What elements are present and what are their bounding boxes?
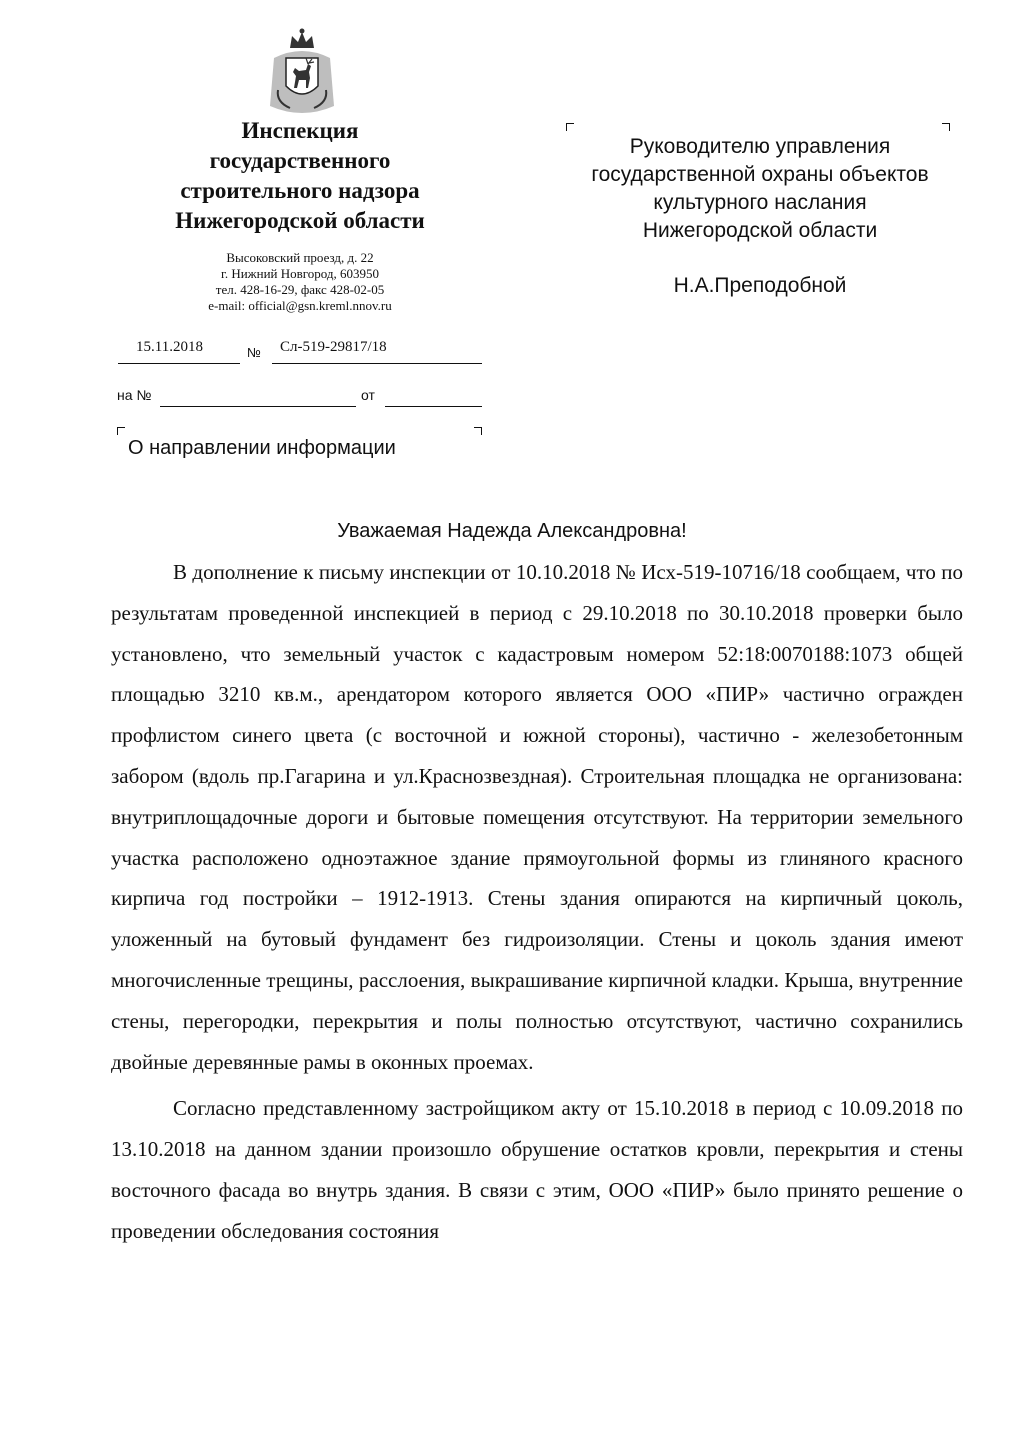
body-paragraph: В дополнение к письму инспекции от 10.10.2018 № Исх-519-10716/18 сообщаем, что по результатам проведенной инспекцией в период с 29.10.2018 по 30.10.2018 проверки было установлено, что земельный участок с кадастровым номером 52:18:0070188:1073 общей площадью 3210 кв.м., арендатором которого является ООО «ПИР» частично огражден профлистом синего цвета (с восточной и южной стороны), частично - железобетонным забором (вдоль пр.Гагарина и ул.Краснозвездная). Строительная площадка не организована: внутриплощадочные дороги и бытовые помещения отсутствуют. На территории земельного участка расположено одноэтажное здание прямоугольной формы из глиняного красного кирпича год постройки – 1912-1913. Стены здания опираются на кирпичный цоколь, уложенный на бутовый фундамент без гидроизоляции. Стены и цоколь здания имеют многочисленные трещины, расслоения, выкрашивание кирпичной кладки. Крыша, внутренние стены, перегородки, перекрытия и полы полностью отсутствуют, частично сохранились двойные деревянные рамы в оконных проемах.: [111, 560, 963, 1074]
reply-from-date-field: [385, 388, 482, 407]
sender-org-line: Инспекция: [241, 118, 359, 143]
coat-of-arms-icon: [268, 28, 336, 118]
registration-number: Сл-519-29817/18: [280, 339, 387, 355]
registration-date: 15.11.2018: [136, 339, 203, 355]
sender-org-line: Нижегородской области: [175, 208, 425, 233]
corner-mark: [474, 427, 482, 435]
greeting: Уважаемая Надежда Александровна!: [337, 520, 687, 542]
reply-from-label: от: [361, 387, 375, 403]
corner-mark: [566, 123, 574, 131]
registration-number-field: [272, 337, 482, 364]
address-line: тел. 428-16-29, факс 428-02-05: [215, 282, 385, 297]
address-line: г. Нижний Новгород, 603950: [220, 266, 380, 281]
reply-to-number-field: [160, 388, 356, 407]
sender-org-name: [110, 116, 490, 236]
recipient-name: Н.А.Преподобной: [673, 274, 847, 297]
recipient-block: [560, 133, 960, 300]
recipient-line: Руководителю управления: [629, 135, 891, 158]
letter-body: [111, 552, 963, 1252]
corner-mark: [942, 123, 950, 131]
recipient-line: Нижегородской области: [642, 219, 878, 242]
address-line: e-mail: official@gsn.kreml.nnov.ru: [208, 298, 392, 313]
registration-date-field: [118, 337, 240, 364]
body-paragraph: Согласно представленному застройщиком акту от 15.10.2018 в период с 10.09.2018 по 13.10.2018 на данном здании произошло обрушение остатков кровли, перекрытия и стены восточного фасада во внутрь здания. В связи с этим, ООО «ПИР» было принято решение о проведении обследования состояния: [111, 1096, 963, 1243]
sender-org-line: государственного: [209, 148, 391, 173]
address-line: Высоковский проезд, д. 22: [226, 250, 374, 265]
reply-to-label: на №: [117, 387, 152, 403]
recipient-line: культурного наслания: [653, 191, 867, 214]
recipient-line: государственной охраны объектов: [591, 163, 929, 186]
corner-mark: [117, 427, 125, 435]
registration-number-label: №: [247, 345, 261, 360]
sender-org-line: строительного надзора: [180, 178, 420, 203]
subject-line: О направлении информации: [128, 437, 396, 459]
sender-address: [110, 250, 490, 314]
